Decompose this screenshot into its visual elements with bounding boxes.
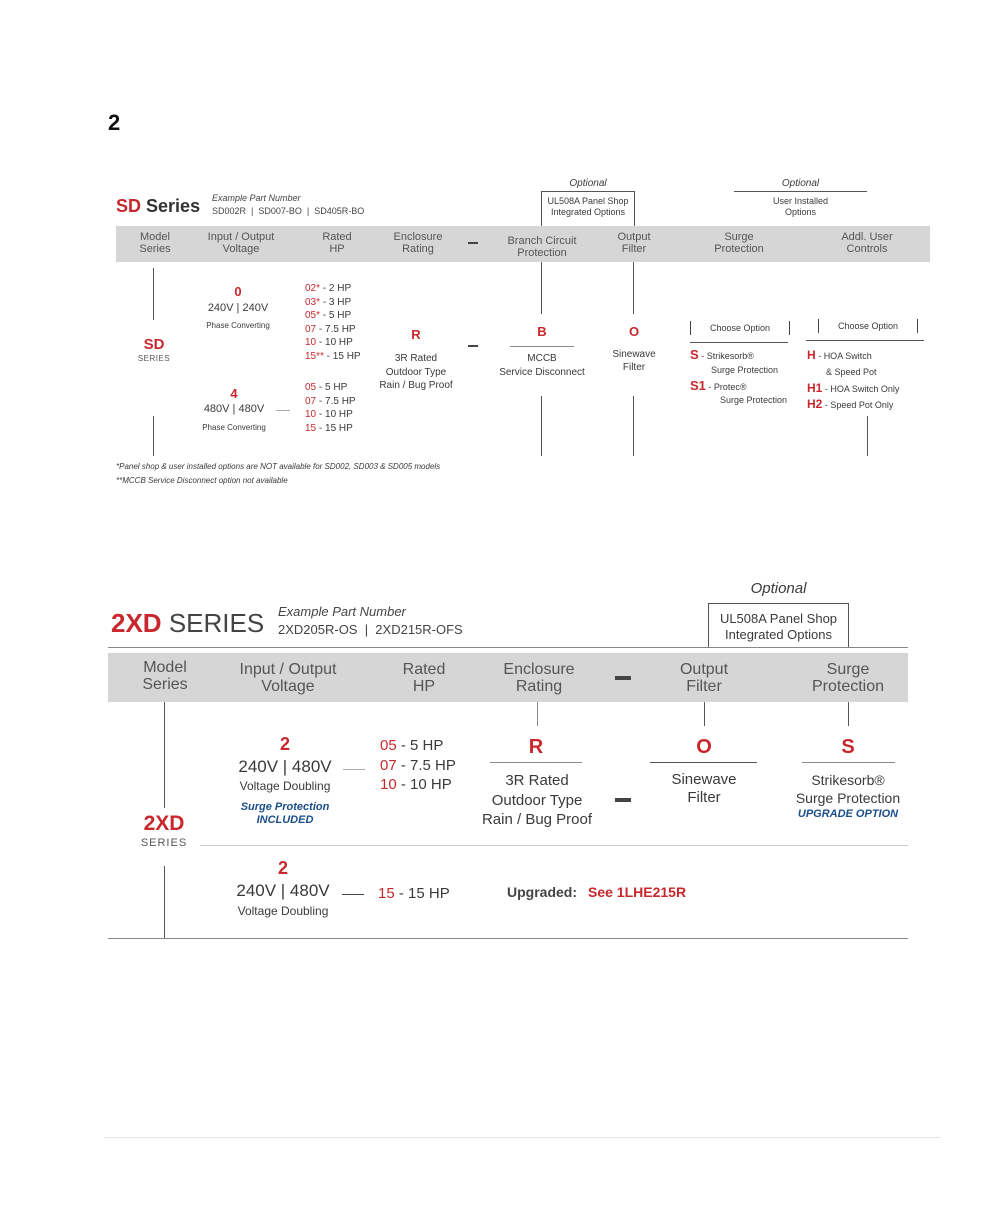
sd-branch-rule [510, 346, 574, 347]
xd-row1-filter-rule [650, 762, 757, 763]
xd-row1-filter-code: O [696, 736, 712, 758]
sd-optional1-box [541, 191, 635, 226]
sd-header-dash [468, 242, 478, 244]
sd-optional2-line2: Options [784, 206, 817, 217]
xd-row2-volts: 240V | 480V [236, 881, 330, 900]
sd-filter-code: O [628, 324, 640, 339]
xd-optional-line1: UL508A Panel Shop [719, 611, 838, 626]
xd-row1-enclosure-rule [490, 762, 582, 763]
sd-header-branch: Branch Circuit Protection [507, 235, 577, 259]
sd-optional2-box [734, 196, 867, 218]
sd-model-code: SD [143, 336, 165, 353]
page-number: 2 [108, 110, 121, 135]
sd-example-label: Example Part Number [212, 193, 301, 203]
page-footer-rule [104, 1137, 940, 1138]
sd-filter-line-top [633, 262, 634, 314]
sd-title [116, 196, 200, 217]
sd-control-h1: H1 - HOA Switch Only [807, 381, 900, 395]
sd-header-surge: Surge Protection [714, 231, 764, 255]
xd-row1-surge-rule [802, 762, 895, 763]
xd-row2-code: 2 [277, 858, 288, 878]
sd-voltage-volts-0: 240V | 240V [207, 302, 269, 314]
xd-row1-enclosure-desc: 3R Rated Outdoor Type Rain / Bug Proof [481, 772, 593, 828]
xd-row1-volts: 240V | 480V [238, 757, 332, 776]
sd-header-filter: Output Filter [617, 231, 651, 255]
xd-hp-item: 05 - 5 HP [380, 737, 444, 754]
sd-header-model-series: Model Series [139, 231, 171, 255]
sd-surge-option-s1: S1 - Protec® [690, 378, 747, 393]
xd-hp-item: 10 - 10 HP [380, 776, 452, 793]
sd-optional1-line2: Integrated Options [550, 206, 626, 217]
sd-choose-option-1: Choose Option [690, 321, 790, 335]
sd-footnote-1: *Panel shop & user installed options are NOT available for SD002, SD003 & SD005 models [116, 462, 441, 471]
xd-brand: 2XD [111, 608, 162, 638]
xd-model-line-top [164, 702, 165, 808]
xd-row2-connector [342, 894, 364, 895]
sd-voltage-code-1: 4 [230, 386, 238, 401]
xd-row1-note1: Surge Protection [240, 801, 330, 813]
xd-row1-note2: INCLUDED [256, 814, 314, 826]
xd-title [111, 608, 264, 639]
xd-row1-filter-desc: Sinewave Filter [671, 771, 737, 806]
sd-branch-line-top [541, 262, 542, 314]
sd-hp-item: 07 - 7.5 HP [305, 323, 356, 335]
xd-header-dash [615, 676, 631, 680]
sd-optional2-line1: User Installed [772, 196, 829, 206]
sd-header-voltage: Input / Output Voltage [207, 231, 275, 255]
sd-hp-group-2 [305, 381, 356, 435]
sd-series-word: Series [146, 196, 201, 216]
xd-header-surge: Surge Protection [811, 661, 885, 695]
sd-voltage-desc-0: Phase Converting [206, 321, 270, 330]
xd-optional-box [708, 603, 849, 647]
sd-enclosure-desc: 3R Rated Outdoor Type Rain / Bug Proof [379, 353, 453, 391]
xd-model-line-bottom [164, 866, 165, 938]
sd-voltage-desc-1: Phase Converting [202, 423, 266, 432]
sd-model-line-top [153, 268, 154, 320]
xd-row-divider [200, 845, 908, 846]
sd-controls-line-bottom [867, 416, 868, 456]
xd-row2-upgraded-label: Upgraded: [507, 884, 577, 900]
sd-choose-option-2: Choose Option [818, 319, 918, 333]
xd-series-word: SERIES [168, 608, 265, 638]
sd-control-h2: H2 - Speed Pot Only [807, 397, 894, 411]
sd-hp-item: 15 - 15 HP [305, 422, 353, 434]
xd-header-model-series: Model Series [142, 659, 188, 693]
xd-header-voltage: Input / Output Voltage [239, 661, 337, 695]
xd-row1-surge-desc: Strikesorb® Surge Protection [795, 772, 901, 806]
sd-hp-item: 05* - 5 HP [305, 310, 352, 321]
xd-example-parts: 2XD205R-OS | 2XD215R-OFS [278, 622, 463, 637]
xd-surge-line [848, 702, 849, 726]
sd-hp-item: 10 - 10 HP [305, 337, 353, 348]
sd-optional1-label: Optional [569, 178, 607, 189]
xd-optional-label: Optional [750, 580, 807, 597]
sd-filter-desc: Sinewave Filter [612, 349, 656, 373]
sd-model-line-bottom [153, 416, 154, 456]
xd-row1-enclosure-code: R [528, 736, 544, 758]
xd-row1-connector [343, 769, 365, 770]
sd-hp-group-1 [305, 282, 361, 363]
xd-row1-surge-code: S [841, 736, 855, 758]
sd-hp-item: 07 - 7.5 HP [305, 395, 356, 407]
xd-row1-desc: Voltage Doubling [239, 779, 331, 793]
xd-hp-item: 07 - 7.5 HP [380, 756, 456, 774]
sd-hp-item: 15** - 15 HP [305, 350, 361, 362]
xd-row1-surge-upgrade: UPGRADE OPTION [797, 808, 899, 820]
sd-hp-item: 03* - 3 HP [305, 296, 352, 308]
sd-surge-option-s: S - Strikesorb® [690, 347, 754, 362]
sd-brand: SD [116, 196, 142, 216]
xd-header-enclosure: Enclosure Rating [503, 661, 575, 695]
sd-model-sub: SERIES [137, 354, 171, 363]
sd-header-enclosure: Enclosure Rating [393, 231, 443, 255]
xd-bottom-rule [108, 938, 908, 939]
sd-control-h-line2: & Speed Pot [826, 367, 877, 377]
sd-control-h: H - HOA Switch [807, 348, 872, 362]
xd-example-label: Example Part Number [278, 604, 406, 619]
xd-model-sub: SERIES [140, 837, 188, 849]
sd-example-parts: SD002R | SD007-BO | SD405R-BO [212, 206, 365, 216]
sd-branch-desc: MCCB Service Disconnect [499, 353, 585, 378]
sd-branch-code: B [537, 324, 547, 339]
sd-footnote-2: **MCCB Service Disconnect option not available [116, 476, 288, 485]
sd-filter-line-bottom [633, 396, 634, 456]
sd-enclosure-code: R [411, 327, 421, 342]
sd-surge-option-s-line2: Surge Protection [711, 365, 779, 375]
xd-row2-hp: 15 - 15 HP [378, 885, 450, 902]
xd-optional-line2: Integrated Options [725, 626, 832, 642]
sd-voltage-code-0: 0 [234, 284, 242, 299]
sd-voltage-volts-1: 480V | 480V [203, 403, 265, 415]
xd-top-rule [108, 647, 908, 648]
sd-hp-item: 05 - 5 HP [305, 382, 348, 393]
xd-enclosure-line [537, 702, 538, 726]
sd-hp-item: 10 - 10 HP [305, 409, 353, 420]
sd-optional2-rule [734, 191, 867, 192]
sd-branch-line-bottom [541, 396, 542, 456]
xd-header-rated-hp: Rated HP [402, 661, 446, 695]
xd-row1-code: 2 [279, 734, 290, 754]
xd-model-code: 2XD [143, 812, 185, 835]
xd-row2-upgraded-value: See 1LHE215R [588, 884, 687, 900]
xd-filter-line [704, 702, 705, 726]
xd-row2-desc: Voltage Doubling [237, 904, 329, 918]
sd-optional2-label: Optional [781, 178, 820, 189]
xd-header-filter: Output Filter [679, 661, 729, 695]
sd-row-dash [468, 345, 478, 347]
sd-optional1-line1: UL508A Panel Shop [547, 196, 629, 206]
sd-choose-option-2-rule [806, 340, 924, 341]
sd-surge-option-s1-line2: Surge Protection [720, 395, 788, 405]
xd-row1-hp [380, 736, 456, 795]
sd-header-rated-hp: Rated HP [322, 231, 352, 255]
xd-row1-dash [615, 798, 631, 802]
sd-hp-item: 02* - 2 HP [305, 283, 352, 294]
sd-voltage-connector [276, 410, 290, 411]
sd-header-controls: Addl. User Controls [841, 231, 893, 255]
sd-choose-option-1-rule [690, 342, 788, 343]
